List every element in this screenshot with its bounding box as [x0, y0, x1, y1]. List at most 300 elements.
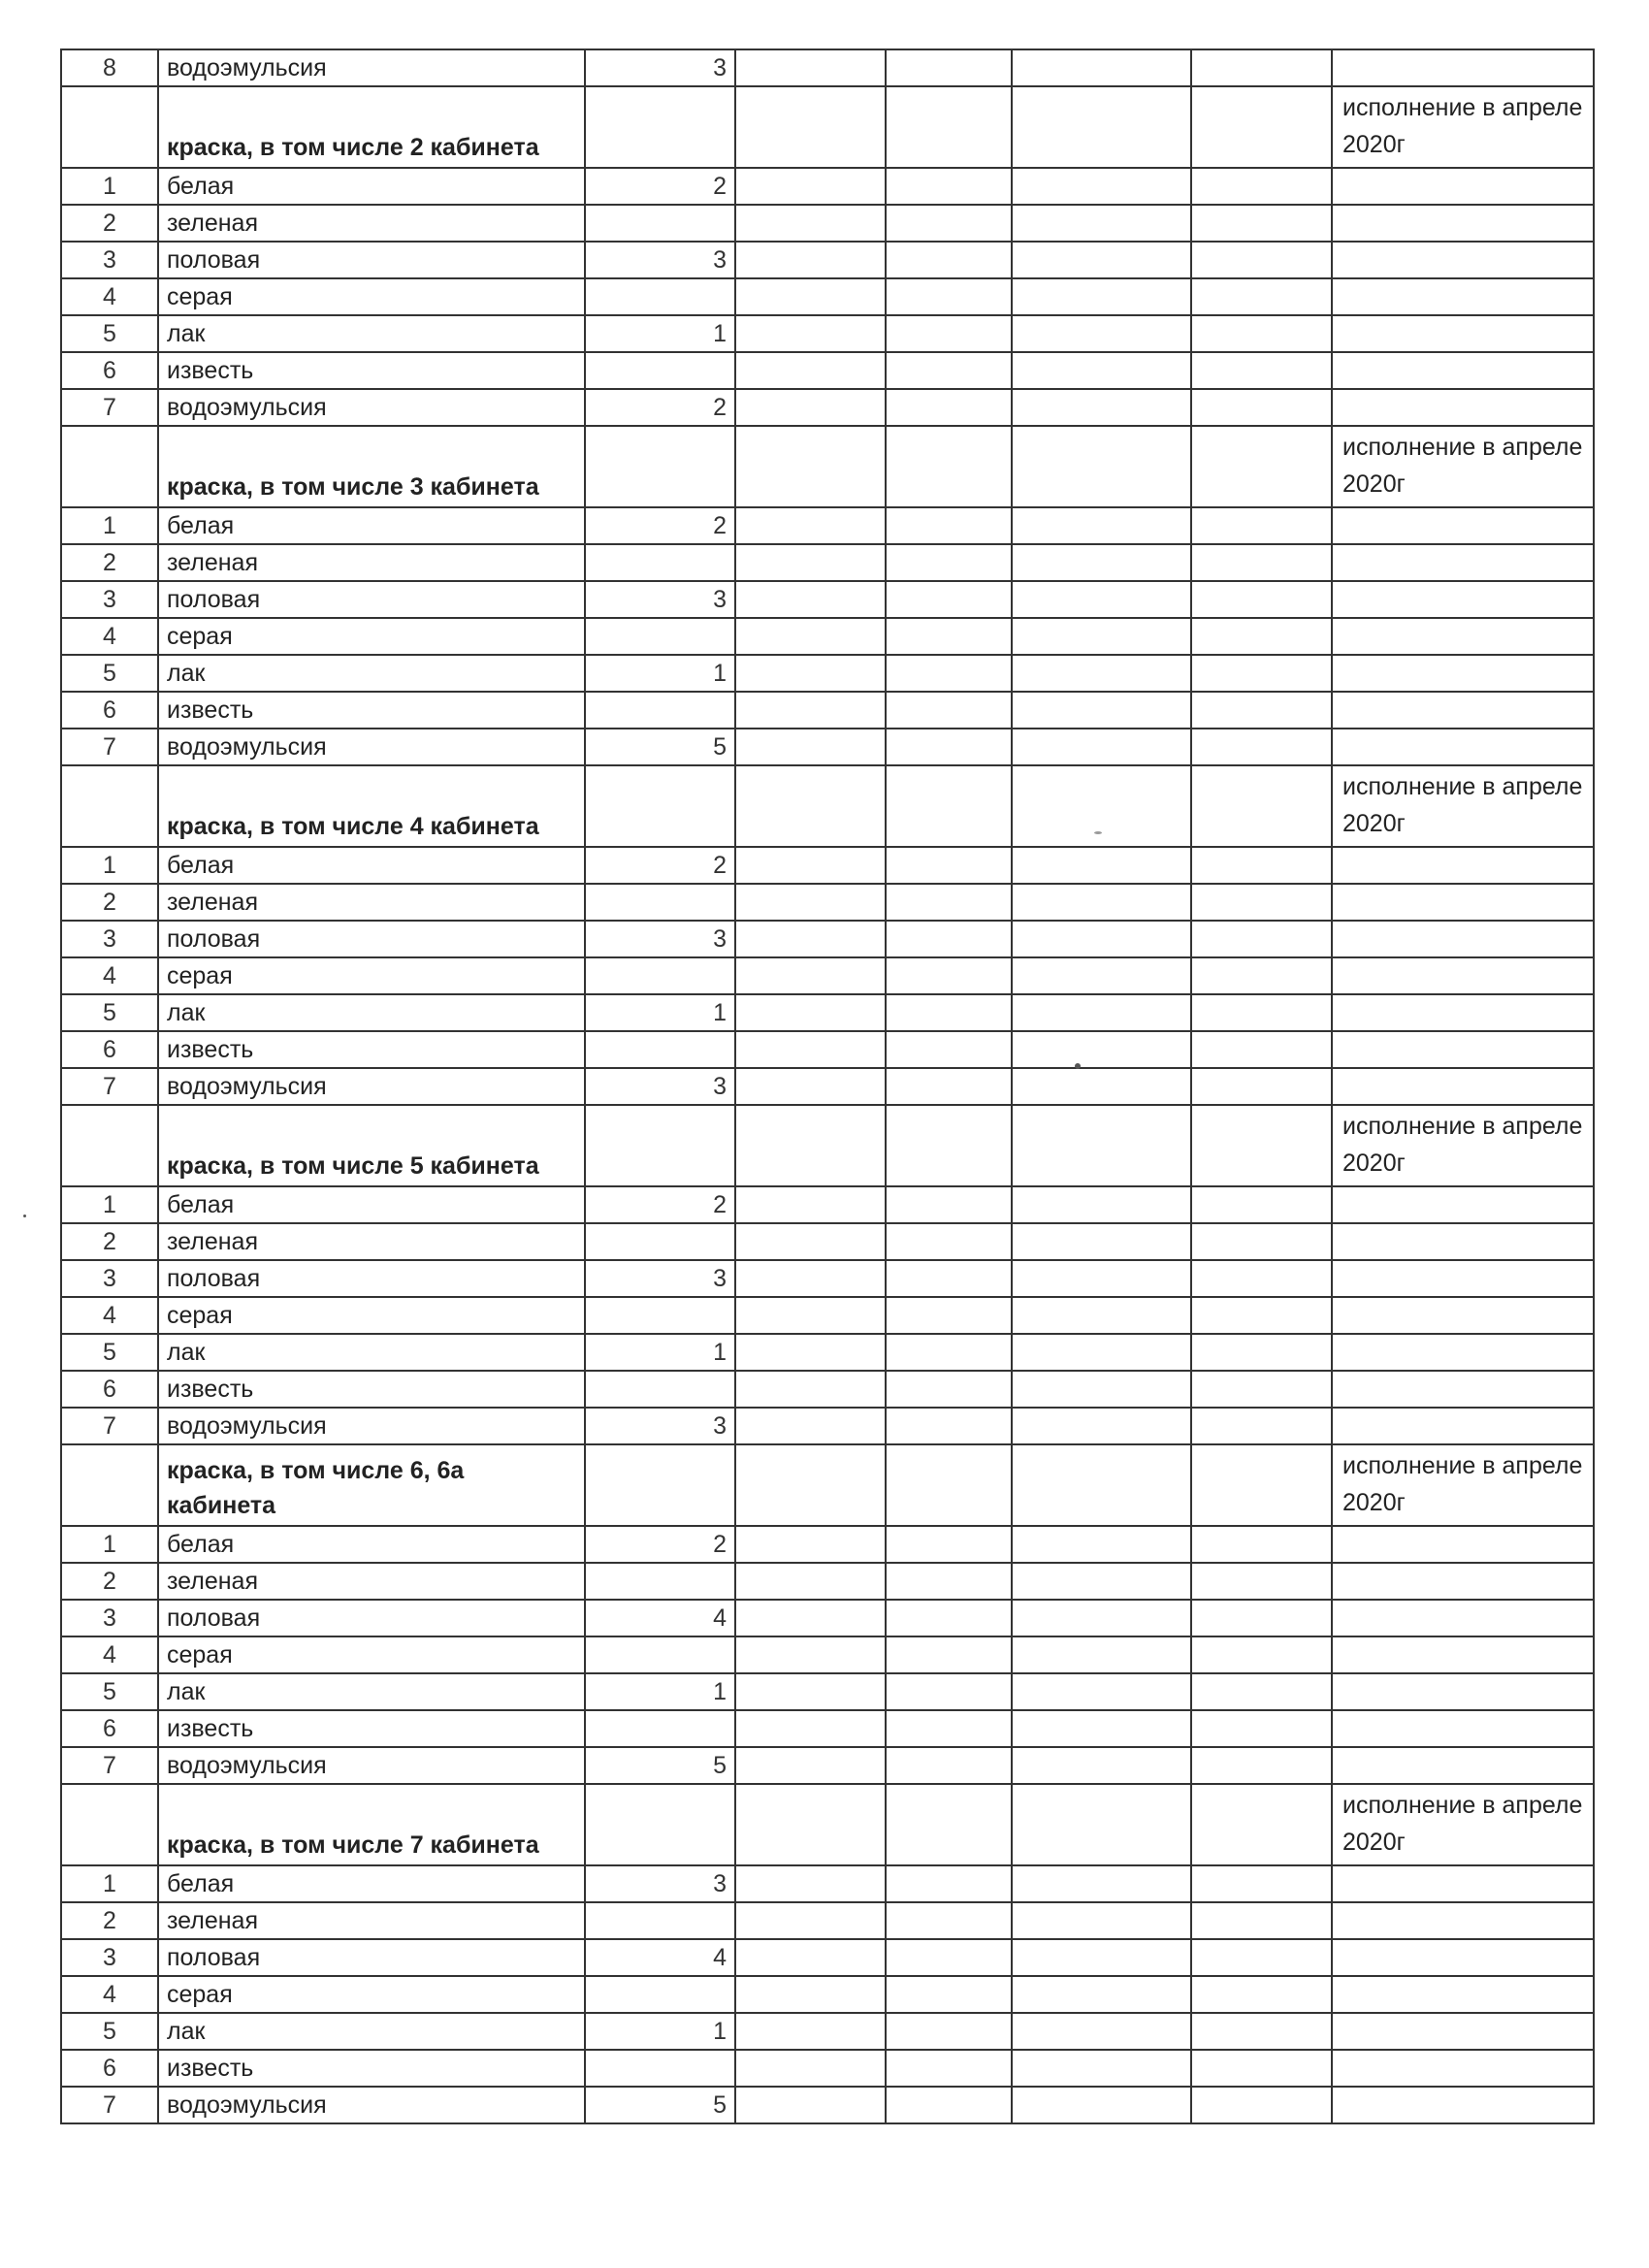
- empty-cell: [735, 86, 886, 168]
- table-row: [61, 1068, 1594, 1105]
- material-name: серая: [158, 957, 585, 994]
- empty-cell: [886, 1636, 1012, 1673]
- row-number: 5: [61, 655, 158, 692]
- empty-cell: [1012, 1902, 1191, 1939]
- quantity-cell: [585, 278, 735, 315]
- quantity-cell: [585, 1710, 735, 1747]
- empty-cell: [1012, 315, 1191, 352]
- group-title: краска, в том числе 4 кабинета: [158, 765, 585, 847]
- material-name: водоэмульсия: [158, 729, 585, 765]
- empty-cell: [1012, 847, 1191, 884]
- row-number: 1: [61, 1186, 158, 1223]
- quantity-cell: 3: [585, 242, 735, 278]
- material-name: серая: [158, 278, 585, 315]
- quantity-cell: 3: [585, 1260, 735, 1297]
- empty-cell: [735, 2087, 886, 2123]
- empty-cell: [1012, 205, 1191, 242]
- table-row: [61, 315, 1594, 352]
- empty-cell: [886, 765, 1012, 847]
- row-number: 5: [61, 315, 158, 352]
- row-number: 7: [61, 2087, 158, 2123]
- empty-cell: [886, 921, 1012, 957]
- empty-cell: [886, 168, 1012, 205]
- row-number: 7: [61, 389, 158, 426]
- quantity-cell: 1: [585, 1673, 735, 1710]
- empty-cell: [1191, 1747, 1332, 1784]
- empty-cell: [886, 1260, 1012, 1297]
- row-number: 4: [61, 1297, 158, 1334]
- empty-cell: [1012, 1186, 1191, 1223]
- empty-cell: [886, 655, 1012, 692]
- empty-cell: [886, 1939, 1012, 1976]
- empty-cell: [735, 1068, 886, 1105]
- empty-cell: [1332, 168, 1594, 205]
- empty-cell: [1012, 2087, 1191, 2123]
- empty-cell: [735, 315, 886, 352]
- table-row: [61, 581, 1594, 618]
- row-number: 1: [61, 1526, 158, 1563]
- empty-cell: [735, 1976, 886, 2013]
- row-number: 4: [61, 618, 158, 655]
- empty-cell: [1332, 507, 1594, 544]
- execution-note: исполнение в апреле 2020г: [1332, 765, 1594, 847]
- row-number: 6: [61, 1710, 158, 1747]
- empty-cell: [1191, 1223, 1332, 1260]
- empty-cell: [1012, 1784, 1191, 1865]
- material-name: лак: [158, 994, 585, 1031]
- empty-cell: [1012, 655, 1191, 692]
- row-number: 1: [61, 847, 158, 884]
- empty-cell: [886, 86, 1012, 168]
- material-name: водоэмульсия: [158, 1747, 585, 1784]
- empty-cell: [1332, 315, 1594, 352]
- empty-cell: [735, 1444, 886, 1526]
- table-row: [61, 2087, 1594, 2123]
- empty-cell: [735, 1563, 886, 1600]
- empty-cell: [1012, 2050, 1191, 2087]
- empty-cell: [886, 49, 1012, 86]
- material-name: известь: [158, 1031, 585, 1068]
- material-name: водоэмульсия: [158, 49, 585, 86]
- empty-cell: [1012, 1600, 1191, 1636]
- material-name: белая: [158, 168, 585, 205]
- empty-cell: [1332, 242, 1594, 278]
- material-name: серая: [158, 1636, 585, 1673]
- quantity-cell: [585, 205, 735, 242]
- quantity-cell: [585, 352, 735, 389]
- empty-cell: [1012, 581, 1191, 618]
- table-row: [61, 2050, 1594, 2087]
- empty-cell: [1332, 544, 1594, 581]
- empty-cell: [1332, 389, 1594, 426]
- empty-cell: [1332, 1334, 1594, 1371]
- empty-cell: [886, 1710, 1012, 1747]
- row-number: 7: [61, 1068, 158, 1105]
- empty-cell: [735, 581, 886, 618]
- empty-cell: [886, 2087, 1012, 2123]
- row-number: 4: [61, 957, 158, 994]
- empty-cell: [735, 426, 886, 507]
- table-row: [61, 1636, 1594, 1673]
- quantity-cell: 1: [585, 1334, 735, 1371]
- empty-cell: [886, 692, 1012, 729]
- empty-cell: [1191, 994, 1332, 1031]
- quantity-cell: [585, 1223, 735, 1260]
- table-row: [61, 352, 1594, 389]
- table-row: [61, 1223, 1594, 1260]
- row-number: 2: [61, 1902, 158, 1939]
- quantity-cell: [585, 692, 735, 729]
- empty-cell: [886, 1334, 1012, 1371]
- row-number: 2: [61, 205, 158, 242]
- empty-cell: [1191, 765, 1332, 847]
- material-name: лак: [158, 315, 585, 352]
- empty-cell: [886, 1747, 1012, 1784]
- empty-cell: [735, 1371, 886, 1408]
- quantity-cell: [585, 426, 735, 507]
- quantity-cell: 2: [585, 847, 735, 884]
- empty-cell: [1012, 921, 1191, 957]
- empty-cell: [1012, 2013, 1191, 2050]
- material-name: белая: [158, 847, 585, 884]
- group-title: краска, в том числе 7 кабинета: [158, 1784, 585, 1865]
- empty-cell: [1191, 581, 1332, 618]
- empty-cell: [1191, 2087, 1332, 2123]
- empty-cell: [1012, 957, 1191, 994]
- material-name: белая: [158, 507, 585, 544]
- quantity-cell: 3: [585, 921, 735, 957]
- quantity-cell: [585, 618, 735, 655]
- row-number-empty: [61, 86, 158, 168]
- empty-cell: [735, 1865, 886, 1902]
- material-name: лак: [158, 1673, 585, 1710]
- empty-cell: [1012, 1105, 1191, 1186]
- empty-cell: [886, 2050, 1012, 2087]
- quantity-cell: [585, 1636, 735, 1673]
- empty-cell: [735, 1260, 886, 1297]
- quantity-cell: 1: [585, 315, 735, 352]
- empty-cell: [886, 205, 1012, 242]
- empty-cell: [886, 278, 1012, 315]
- quantity-cell: 1: [585, 994, 735, 1031]
- empty-cell: [735, 692, 886, 729]
- empty-cell: [735, 1408, 886, 1444]
- material-name: половая: [158, 1600, 585, 1636]
- quantity-cell: 2: [585, 389, 735, 426]
- empty-cell: [735, 1710, 886, 1747]
- table-row: [61, 1976, 1594, 2013]
- table-row: [61, 1865, 1594, 1902]
- empty-cell: [1012, 1444, 1191, 1526]
- material-name: зеленая: [158, 1223, 585, 1260]
- row-number: 7: [61, 729, 158, 765]
- material-name: лак: [158, 2013, 585, 2050]
- empty-cell: [1332, 957, 1594, 994]
- empty-cell: [886, 1902, 1012, 1939]
- table-row: [61, 1673, 1594, 1710]
- empty-cell: [1012, 692, 1191, 729]
- row-number-empty: [61, 426, 158, 507]
- row-number-empty: [61, 1784, 158, 1865]
- table-row: [61, 544, 1594, 581]
- row-number: 3: [61, 242, 158, 278]
- table-row: [61, 389, 1594, 426]
- table-row: [61, 205, 1594, 242]
- quantity-cell: 3: [585, 1408, 735, 1444]
- empty-cell: [1332, 847, 1594, 884]
- row-number-empty: [61, 1444, 158, 1526]
- empty-cell: [1012, 507, 1191, 544]
- empty-cell: [886, 1563, 1012, 1600]
- empty-cell: [886, 2013, 1012, 2050]
- quantity-cell: [585, 1297, 735, 1334]
- empty-cell: [1012, 1976, 1191, 2013]
- empty-cell: [1332, 1031, 1594, 1068]
- quantity-cell: [585, 884, 735, 921]
- empty-cell: [1332, 581, 1594, 618]
- empty-cell: [735, 884, 886, 921]
- material-name: зеленая: [158, 884, 585, 921]
- document-sheet: [60, 49, 1593, 2124]
- quantity-cell: 5: [585, 1747, 735, 1784]
- empty-cell: [1332, 1186, 1594, 1223]
- table-row: [61, 1371, 1594, 1408]
- scan-speck: [1075, 1063, 1081, 1069]
- empty-cell: [1332, 618, 1594, 655]
- row-number: 3: [61, 1600, 158, 1636]
- empty-cell: [1012, 1260, 1191, 1297]
- empty-cell: [1012, 352, 1191, 389]
- material-name: известь: [158, 692, 585, 729]
- quantity-cell: [585, 1444, 735, 1526]
- group-title: краска, в том числе 3 кабинета: [158, 426, 585, 507]
- quantity-cell: [585, 1371, 735, 1408]
- empty-cell: [735, 1600, 886, 1636]
- table-row: [61, 1600, 1594, 1636]
- empty-cell: [1332, 352, 1594, 389]
- empty-cell: [1012, 168, 1191, 205]
- group-title: краска, в том числе 5 кабинета: [158, 1105, 585, 1186]
- group-title: краска, в том числе 6, 6а кабинета: [158, 1444, 585, 1526]
- empty-cell: [886, 1444, 1012, 1526]
- empty-cell: [735, 352, 886, 389]
- empty-cell: [1191, 1902, 1332, 1939]
- empty-cell: [886, 315, 1012, 352]
- empty-cell: [886, 1784, 1012, 1865]
- empty-cell: [886, 847, 1012, 884]
- material-name: зеленая: [158, 1902, 585, 1939]
- empty-cell: [886, 729, 1012, 765]
- empty-cell: [886, 1186, 1012, 1223]
- row-number: 5: [61, 1334, 158, 1371]
- empty-cell: [1191, 1673, 1332, 1710]
- empty-cell: [735, 2050, 886, 2087]
- empty-cell: [1191, 1186, 1332, 1223]
- row-number: 6: [61, 692, 158, 729]
- empty-cell: [735, 49, 886, 86]
- empty-cell: [735, 994, 886, 1031]
- quantity-cell: [585, 1563, 735, 1600]
- table-row: [61, 1408, 1594, 1444]
- empty-cell: [735, 655, 886, 692]
- empty-cell: [1332, 1260, 1594, 1297]
- material-name: водоэмульсия: [158, 2087, 585, 2123]
- table-row: [61, 921, 1594, 957]
- empty-cell: [886, 1600, 1012, 1636]
- empty-cell: [886, 1526, 1012, 1563]
- empty-cell: [886, 1976, 1012, 2013]
- empty-cell: [1012, 994, 1191, 1031]
- empty-cell: [886, 242, 1012, 278]
- quantity-cell: 4: [585, 1939, 735, 1976]
- empty-cell: [735, 1673, 886, 1710]
- empty-cell: [1332, 1939, 1594, 1976]
- material-name: водоэмульсия: [158, 1408, 585, 1444]
- empty-cell: [886, 957, 1012, 994]
- quantity-cell: 1: [585, 655, 735, 692]
- empty-cell: [1191, 1408, 1332, 1444]
- empty-cell: [1332, 994, 1594, 1031]
- empty-cell: [735, 168, 886, 205]
- empty-cell: [1332, 49, 1594, 86]
- empty-cell: [1191, 729, 1332, 765]
- empty-cell: [1191, 49, 1332, 86]
- empty-cell: [735, 1031, 886, 1068]
- empty-cell: [1332, 655, 1594, 692]
- empty-cell: [735, 2013, 886, 2050]
- empty-cell: [1191, 1031, 1332, 1068]
- table-row: [61, 618, 1594, 655]
- empty-cell: [735, 1636, 886, 1673]
- empty-cell: [886, 1031, 1012, 1068]
- empty-cell: [1332, 884, 1594, 921]
- empty-cell: [1332, 1408, 1594, 1444]
- scan-speck: [23, 1215, 26, 1217]
- empty-cell: [1012, 1334, 1191, 1371]
- table-row: [61, 168, 1594, 205]
- table-row: [61, 278, 1594, 315]
- empty-cell: [1191, 278, 1332, 315]
- quantity-cell: 4: [585, 1600, 735, 1636]
- empty-cell: [1191, 1444, 1332, 1526]
- material-name: зеленая: [158, 544, 585, 581]
- empty-cell: [1012, 544, 1191, 581]
- empty-cell: [1012, 1636, 1191, 1673]
- empty-cell: [1191, 957, 1332, 994]
- empty-cell: [1012, 1408, 1191, 1444]
- empty-cell: [735, 1902, 886, 1939]
- table-row: [61, 1186, 1594, 1223]
- empty-cell: [886, 618, 1012, 655]
- empty-cell: [735, 507, 886, 544]
- table-row: [61, 1902, 1594, 1939]
- quantity-cell: [585, 86, 735, 168]
- empty-cell: [1332, 1710, 1594, 1747]
- quantity-cell: 3: [585, 581, 735, 618]
- material-name: половая: [158, 1939, 585, 1976]
- empty-cell: [1191, 1600, 1332, 1636]
- empty-cell: [1191, 1939, 1332, 1976]
- empty-cell: [1332, 205, 1594, 242]
- empty-cell: [1191, 315, 1332, 352]
- row-number: 5: [61, 1673, 158, 1710]
- row-number: 7: [61, 1747, 158, 1784]
- row-number: 5: [61, 994, 158, 1031]
- material-name: зеленая: [158, 205, 585, 242]
- table-row: [61, 49, 1594, 86]
- empty-cell: [1332, 1747, 1594, 1784]
- table-row: [61, 1563, 1594, 1600]
- empty-cell: [1012, 1526, 1191, 1563]
- quantity-cell: 5: [585, 729, 735, 765]
- table-row: [61, 1260, 1594, 1297]
- row-number: 4: [61, 1976, 158, 2013]
- row-number: 3: [61, 581, 158, 618]
- empty-cell: [1191, 1105, 1332, 1186]
- material-name: зеленая: [158, 1563, 585, 1600]
- table-row: [61, 994, 1594, 1031]
- scan-speck: [1094, 831, 1102, 834]
- empty-cell: [886, 507, 1012, 544]
- empty-cell: [1191, 1526, 1332, 1563]
- execution-note: исполнение в апреле 2020г: [1332, 1105, 1594, 1186]
- material-name: серая: [158, 1297, 585, 1334]
- empty-cell: [1191, 1636, 1332, 1673]
- row-number: 8: [61, 49, 158, 86]
- material-name: половая: [158, 242, 585, 278]
- row-number: 5: [61, 2013, 158, 2050]
- row-number: 6: [61, 1371, 158, 1408]
- row-number: 3: [61, 1260, 158, 1297]
- empty-cell: [1332, 1976, 1594, 2013]
- empty-cell: [735, 765, 886, 847]
- empty-cell: [1332, 921, 1594, 957]
- table-row: [61, 692, 1594, 729]
- quantity-cell: 2: [585, 1526, 735, 1563]
- empty-cell: [1332, 1371, 1594, 1408]
- empty-cell: [1191, 86, 1332, 168]
- execution-note: исполнение в апреле 2020г: [1332, 86, 1594, 168]
- empty-cell: [1012, 426, 1191, 507]
- group-header-row: [61, 1784, 1594, 1865]
- empty-cell: [1191, 618, 1332, 655]
- group-header-row: [61, 86, 1594, 168]
- quantity-cell: 5: [585, 2087, 735, 2123]
- empty-cell: [1191, 1260, 1332, 1297]
- material-name: половая: [158, 921, 585, 957]
- row-number: 6: [61, 1031, 158, 1068]
- empty-cell: [735, 729, 886, 765]
- empty-cell: [1332, 1600, 1594, 1636]
- empty-cell: [1012, 242, 1191, 278]
- quantity-cell: 1: [585, 2013, 735, 2050]
- empty-cell: [1191, 544, 1332, 581]
- quantity-cell: [585, 1784, 735, 1865]
- empty-cell: [735, 1223, 886, 1260]
- empty-cell: [1012, 1710, 1191, 1747]
- empty-cell: [1191, 655, 1332, 692]
- material-name: половая: [158, 581, 585, 618]
- empty-cell: [735, 1297, 886, 1334]
- empty-cell: [1191, 884, 1332, 921]
- empty-cell: [735, 1526, 886, 1563]
- material-name: известь: [158, 1371, 585, 1408]
- row-number: 6: [61, 2050, 158, 2087]
- row-number: 1: [61, 168, 158, 205]
- empty-cell: [886, 544, 1012, 581]
- empty-cell: [1332, 1223, 1594, 1260]
- empty-cell: [1012, 618, 1191, 655]
